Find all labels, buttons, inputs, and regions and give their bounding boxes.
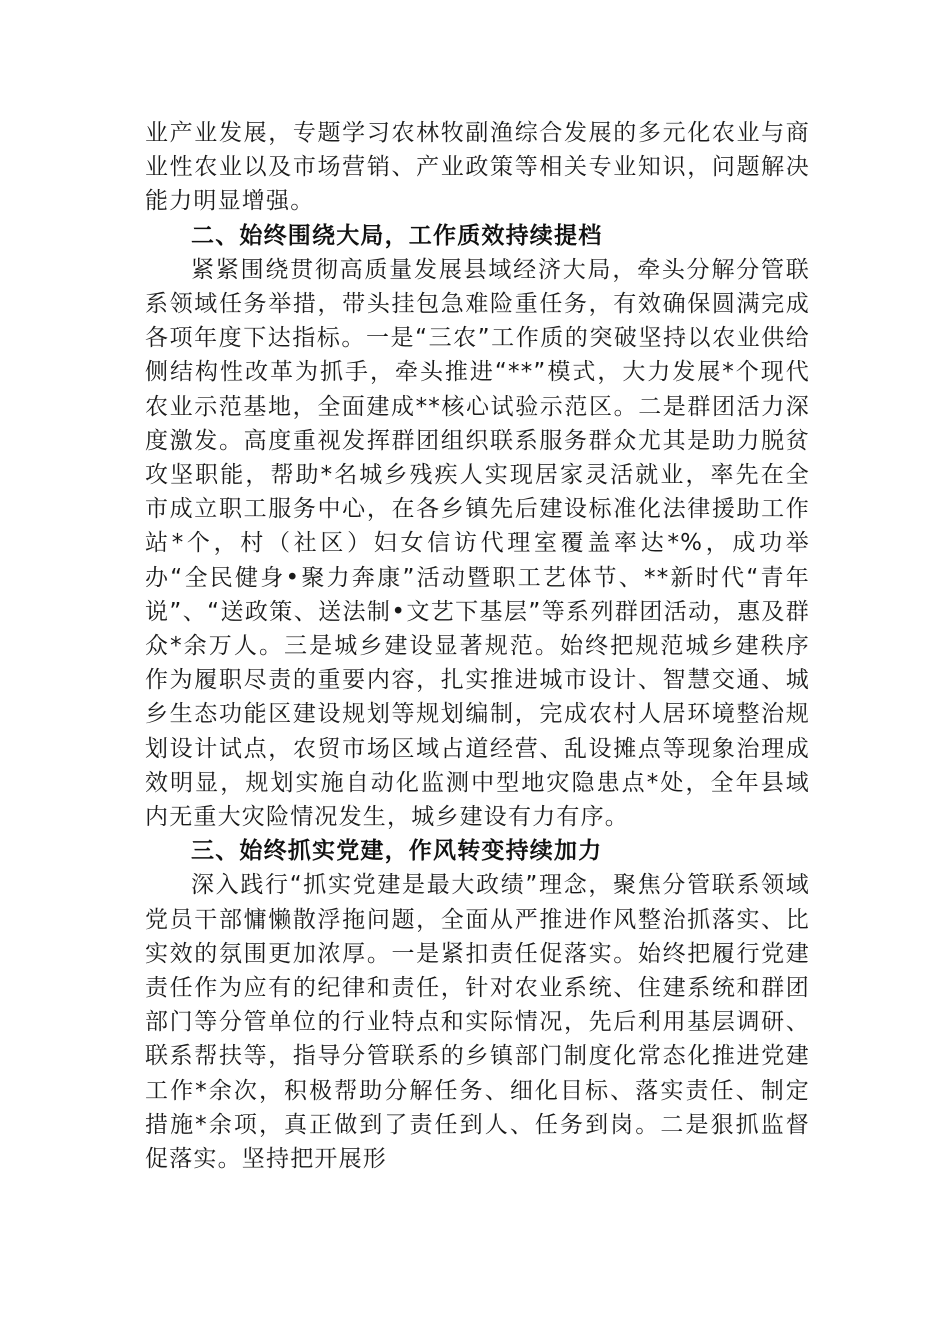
body-paragraph-1: 业产业发展，专题学习农林牧副渔综合发展的多元化农业与商业性农业以及市场营销、产业政策等相关专业知识，问题解决能力明显增强。: [145, 120, 810, 215]
body-paragraph-2: 紧紧围绕贯彻高质量发展县域经济大局，牵头分解分管联系领域任务举措，带头挂包急难险重任务，有效确保圆满完成各项年度下达指标。一是“三农”工作质的突破坚持以农业供给侧结构性改革为抓手，牵头推进“**”模式，大力发展*个现代农业示范基地，全面建成**核心试验示范区。二是群团活力深度激发。高度重视发挥群团组织联系服务群众尤其是助力脱贫攻坚职能，帮助*名城乡残疾人实现居家灵活就业，率先在全市成立职工服务中心，在各乡镇先后建设标准化法律援助工作站*个，村（社区）妇女信访代理室覆盖率达*%，成功举办“全民健身•聚力奔康”活动暨职工艺体节、**新时代“青年说”、“送政策、送法制•文艺下基层”等系列群团活动，惠及群众*余万人。三是城乡建设显著规范。始终把规范城乡建秩序作为履职尽责的重要内容，扎实推进城市设计、智慧交通、城乡生态功能区建设规划等规划编制，完成农村人居环境整治规划设计试点，农贸市场区域占道经营、乱设摊点等现象治理成效明显，规划实施自动化监测中型地灾隐患点*处，全年县域内无重大灾险情况发生，城乡建设有力有序。: [145, 256, 810, 831]
body-paragraph-3: 深入践行“抓实党建是最大政绩”理念，聚焦分管联系领域党员干部慵懒散浮拖问题，全面从严推进作风整治抓落实、比实效的氛围更加浓厚。一是紧扣责任促落实。始终把履行党建责任作为应有的纪律和责任，针对农业系统、住建系统和群团部门等分管单位的行业特点和实际情况，先后利用基层调研、联系帮扶等，指导分管联系的乡镇部门制度化常态化推进党建工作*余次，积极帮助分解任务、细化目标、落实责任、制定措施*余项，真正做到了责任到人、任务到岗。二是狠抓监督促落实。坚持把开展形: [145, 872, 810, 1173]
document-page: [145, 116, 810, 1176]
section-heading-2: 二、始终围绕大局，工作质效持续提档: [191, 222, 603, 249]
section-heading-3: 三、始终抓实党建，作风转变持续加力: [191, 838, 603, 865]
